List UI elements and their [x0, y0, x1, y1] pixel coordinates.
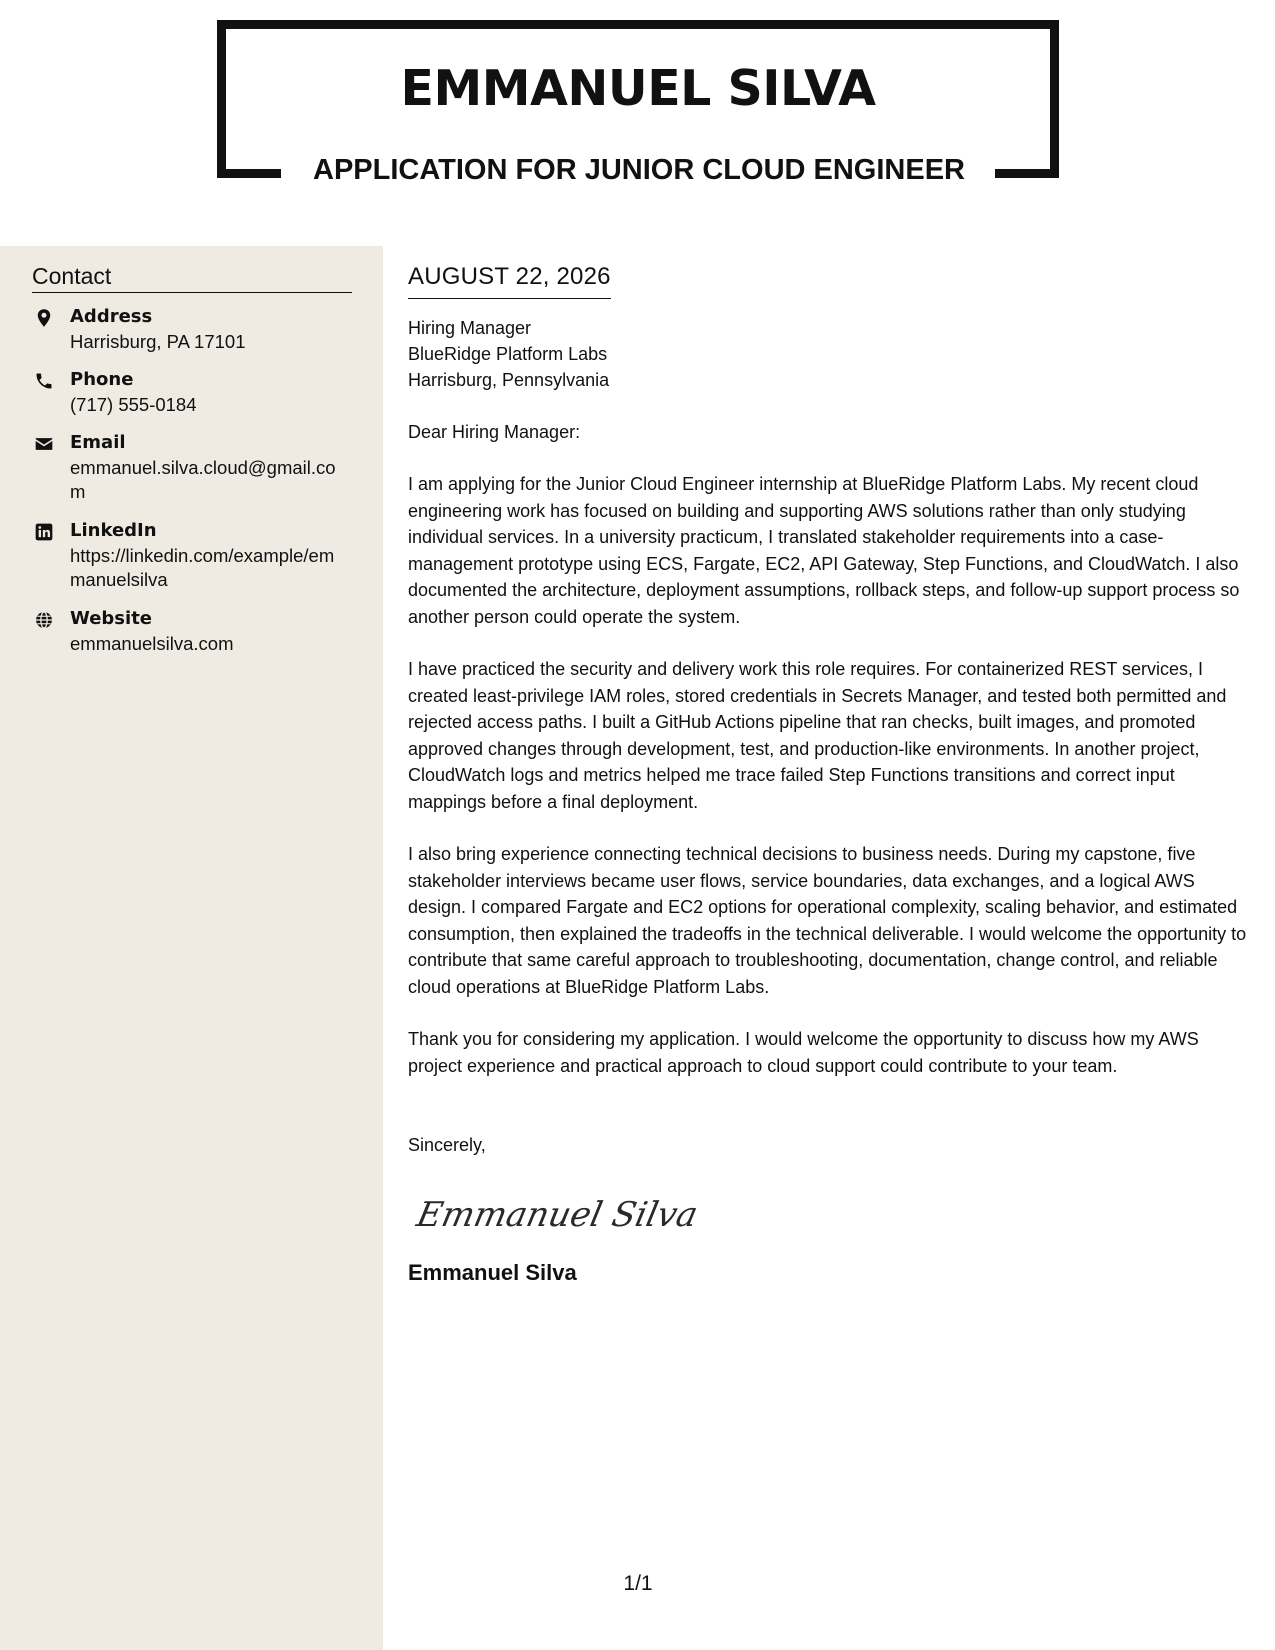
- letter-body: [408, 262, 1250, 1287]
- contact-label: Website: [70, 608, 153, 629]
- letter-date: AUGUST 22, 2026: [408, 262, 611, 299]
- page-number: 1/1: [623, 1572, 653, 1595]
- applicant-name: EMMANUEL SILVA: [400, 60, 876, 117]
- salutation: Dear Hiring Manager:: [408, 422, 581, 442]
- linkedin-value: https://linkedin.com/example/emmanuelsilva: [70, 545, 335, 590]
- body-paragraph: I have practiced the security and delivery work this role requires. For containerized REST services, I created least-privilege IAM roles, stored credentials in Secrets Manager, and tested both permitted and rejected access paths. I built a GitHub Actions pipeline that ran checks, built images, and promoted approved changes through development, test, and production-like environments. In another project, CloudWatch logs and metrics helped me trace failed Step Functions transitions and correct input mappings before a final deployment.: [408, 659, 1227, 812]
- contact-label: Email: [70, 432, 126, 453]
- recipient-block: [408, 315, 1250, 393]
- contact-label: Phone: [70, 369, 134, 390]
- application-title: APPLICATION FOR JUNIOR CLOUD ENGINEER: [290, 153, 988, 188]
- recipient-company: BlueRidge Platform Labs: [408, 344, 608, 364]
- contact-label: LinkedIn: [70, 520, 157, 541]
- phone-icon: [34, 371, 54, 391]
- envelope-icon: [34, 434, 54, 454]
- header-frame-foot-left: [217, 169, 281, 178]
- email-value: emmanuel.silva.cloud@gmail.com: [70, 457, 336, 502]
- website-value: emmanuelsilva.com: [70, 633, 234, 654]
- signed-name: Emmanuel Silva: [408, 1260, 577, 1285]
- location-pin-icon: [34, 308, 54, 328]
- body-paragraph: Thank you for considering my application. I would welcome the opportunity to discuss how my AWS project experience and practical approach to cloud support could contribute to your team.: [408, 1029, 1199, 1076]
- globe-icon: [34, 610, 54, 630]
- signature-image: [408, 1184, 702, 1242]
- recipient-title: Hiring Manager: [408, 318, 532, 338]
- linkedin-icon: [34, 522, 54, 542]
- body-paragraph: I am applying for the Junior Cloud Engineer internship at BlueRidge Platform Labs. My recent cloud engineering work has focused on building and supporting AWS solutions rather than only studying individual services. In a university practicum, I translated stakeholder requirements into a case-management prototype using ECS, Fargate, EC2, API Gateway, Step Functions, and CloudWatch. I also documented the architecture, deployment assumptions, rollback steps, and follow-up support process so another person could operate the system.: [408, 474, 1240, 627]
- header-frame-foot-right: [995, 169, 1059, 178]
- recipient-location: Harrisburg, Pennsylvania: [408, 370, 610, 390]
- contact-label: Address: [70, 306, 153, 327]
- signature-text: Emmanuel Silva: [413, 1195, 702, 1235]
- address-value: Harrisburg, PA 17101: [70, 331, 246, 352]
- body-paragraph: I also bring experience connecting technical decisions to business needs. During my capstone, five stakeholder interviews became user flows, service boundaries, data exchanges, and a logical AWS design. I compared Fargate and EC2 options for operational complexity, scaling behavior, and estimated consumption, then explained the tradeoffs in the technical deliverable. I would welcome the opportunity to contribute that same careful approach to troubleshooting, documentation, change control, and reliable cloud operations at BlueRidge Platform Labs.: [408, 844, 1247, 997]
- contact-heading: Contact: [32, 262, 352, 293]
- closing: Sincerely,: [408, 1135, 486, 1155]
- phone-value: (717) 555-0184: [70, 394, 197, 415]
